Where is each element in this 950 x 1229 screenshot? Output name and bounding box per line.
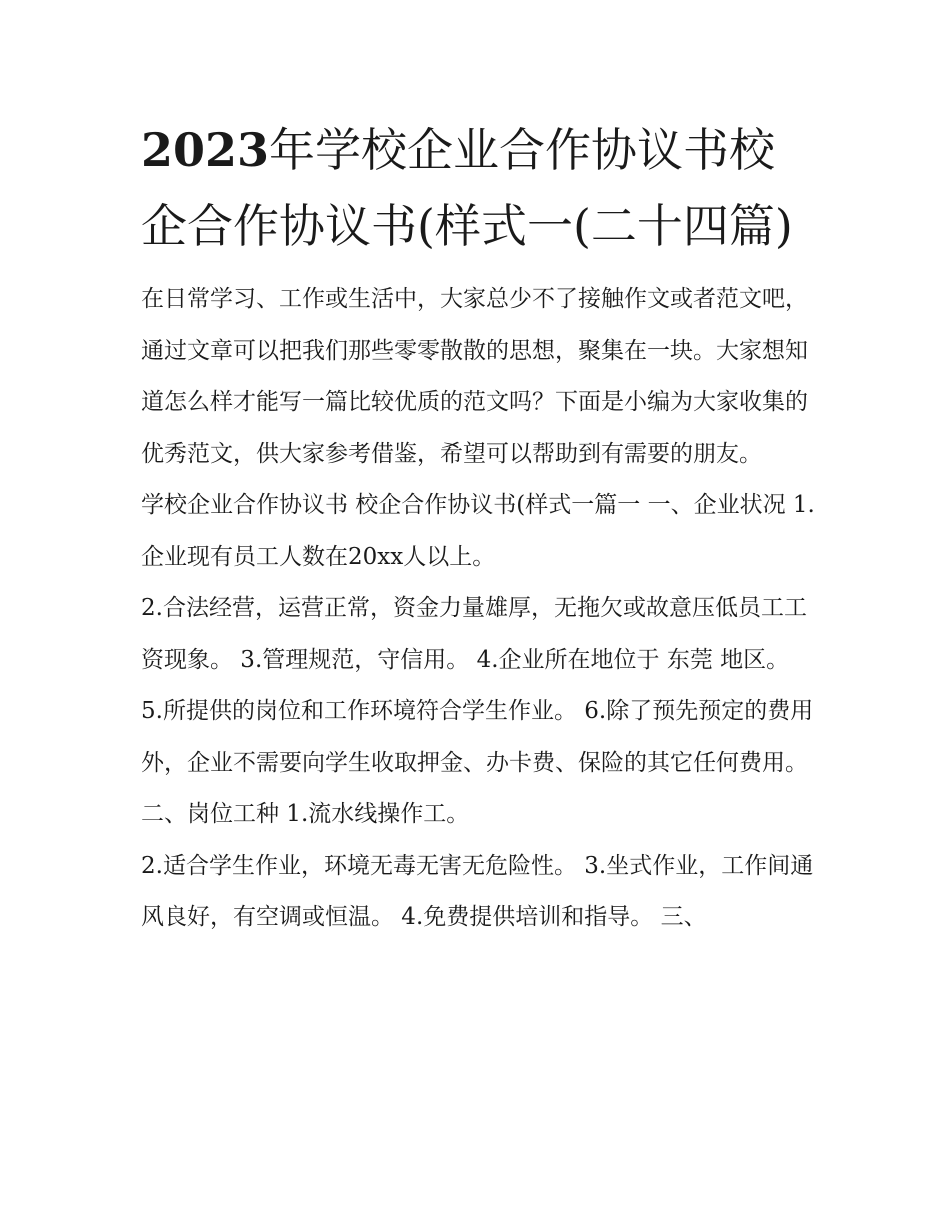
title-year: 2023 bbox=[141, 123, 270, 177]
paragraph-item-2: 2.合法经营，运营正常，资金力量雄厚，无拖欠或故意压低员工工资现象。 3.管理规范，守信用。 4.企业所在地位于 东莞 地区。 bbox=[141, 595, 807, 673]
document-body bbox=[141, 274, 821, 944]
paragraph-item-5: 5.所提供的岗位和工作环境符合学生作业。 6.除了预先预定的费用外，企业不需要向学生收取押金、办卡费、保险的其它任何费用。 二、岗位工种 1.流水线操作工。 bbox=[141, 698, 814, 827]
paragraph-intro: 在日常学习、工作或生活中，大家总少不了接触作文或者范文吧，通过文章可以把我们那些零零散散的思想，聚集在一块。大家想知道怎么样才能写一篇比较优质的范文吗？下面是小编为大家收集的优秀范文，供大家参考借鉴，希望可以帮助到有需要的朋友。 bbox=[141, 286, 808, 467]
document-page bbox=[141, 112, 821, 944]
paragraph-item-2b: 2.适合学生作业，环境无毒无害无危险性。 3.坐式作业，工作间通风良好，有空调或恒温。 4.免费提供培训和指导。 三、 bbox=[141, 852, 814, 930]
paragraph-enterprise-status: 学校企业合作协议书 校企合作协议书(样式一篇一 一、企业状况 1.企业现有员工人数在20xx人以上。 bbox=[141, 492, 815, 570]
document-title bbox=[141, 112, 821, 264]
title-text: 年学校企业合作协议书校企合作协议书(样式一(二十四篇) bbox=[141, 123, 793, 253]
